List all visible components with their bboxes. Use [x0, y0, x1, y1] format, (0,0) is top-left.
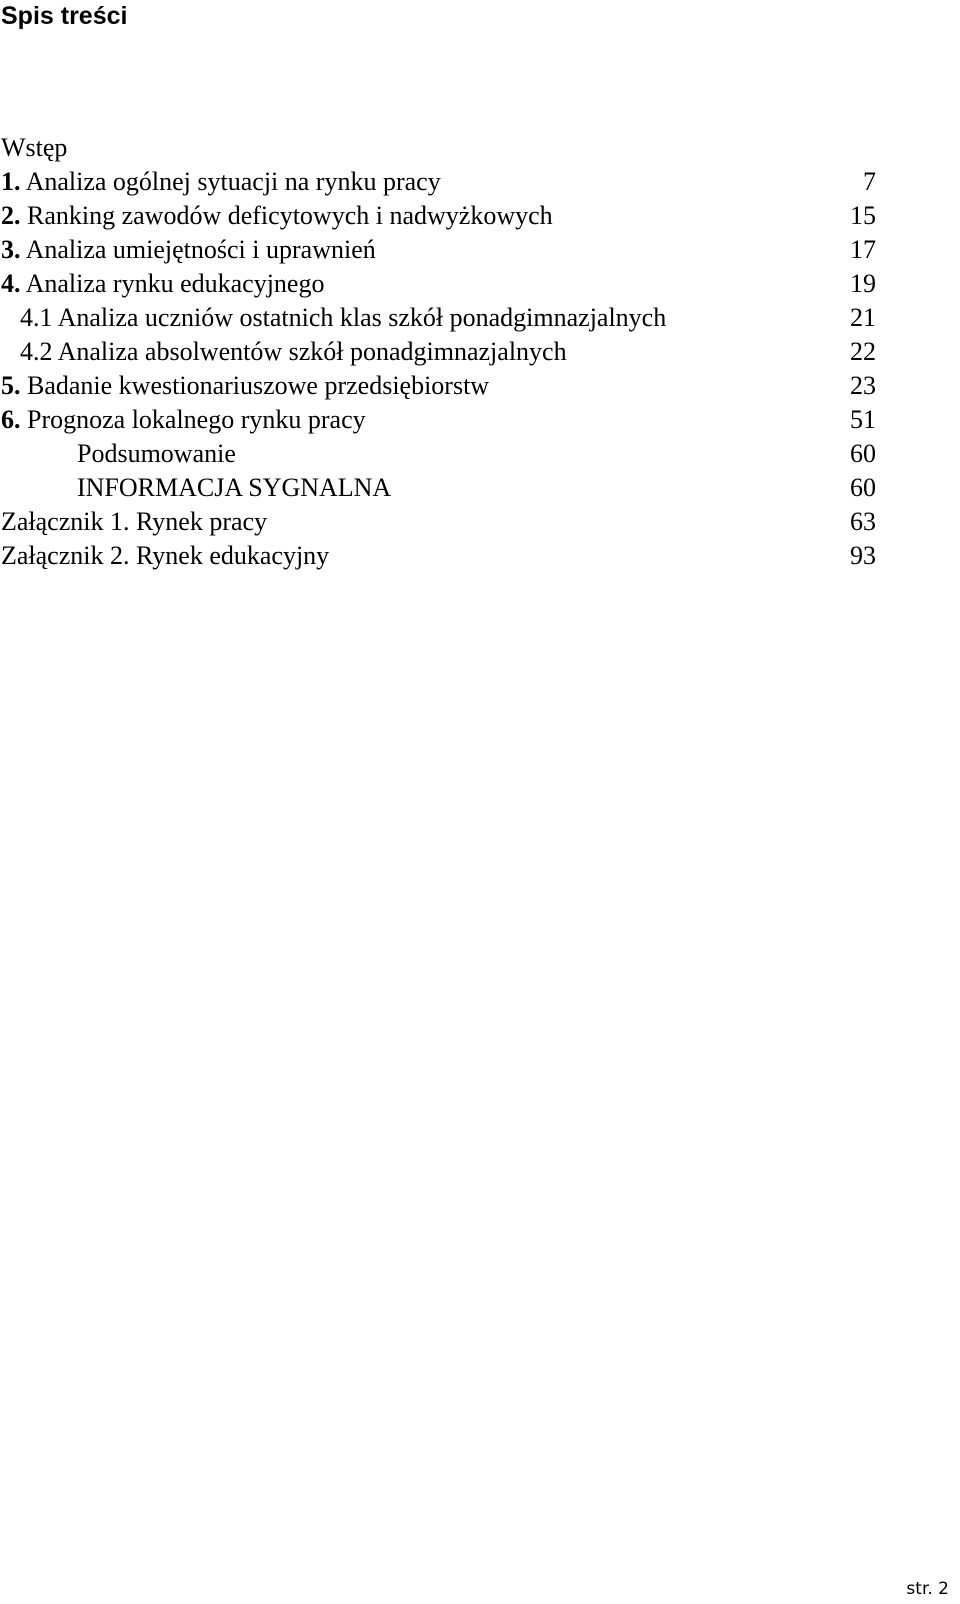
toc-entry-text: Prognoza lokalnego rynku pracy: [20, 405, 366, 434]
toc-entry-label: [1, 199, 553, 233]
toc-entry-number: 5.: [1, 371, 21, 400]
toc-entry-page: 23: [850, 371, 876, 400]
toc-entry-appendix-2[interactable]: [0, 539, 960, 573]
toc-entry-label: [1, 505, 267, 539]
toc-entry-number: 6.: [1, 405, 21, 434]
toc-entry-label: [20, 301, 666, 335]
toc-entry-text: Analiza rynku edukacyjnego: [20, 269, 325, 298]
table-of-contents: [0, 131, 960, 573]
toc-entry-label: [1, 165, 441, 199]
toc-entry-5[interactable]: [0, 369, 960, 403]
toc-entry-text: INFORMACJA SYGNALNA: [77, 473, 392, 502]
toc-entry-page: 7: [863, 167, 876, 196]
toc-entry-1[interactable]: [0, 165, 960, 199]
toc-entry-signal-info[interactable]: [0, 471, 960, 505]
toc-entry-6[interactable]: [0, 403, 960, 437]
toc-entry-4-2[interactable]: [0, 335, 960, 369]
toc-entry-summary[interactable]: [0, 437, 960, 471]
toc-entry-label: [1, 369, 489, 403]
toc-entry-text: Załącznik 2. Rynek edukacyjny: [1, 541, 330, 570]
toc-entry-text: Analiza umiejętności i uprawnień: [20, 235, 376, 264]
toc-entry-text: Badanie kwestionariuszowe przedsiębiorstw: [20, 371, 490, 400]
toc-entry-text: Analiza ogólnej sytuacji na rynku pracy: [20, 167, 441, 196]
toc-entry-label: [1, 233, 376, 267]
toc-entry-label: [1, 131, 67, 165]
toc-entry-label: [1, 539, 329, 573]
toc-entry-page: 93: [850, 541, 876, 570]
toc-entry-number: 2.: [1, 201, 21, 230]
toc-entry-page: 60: [850, 473, 876, 502]
toc-entry-page: 22: [850, 337, 876, 366]
toc-entry-page: 17: [850, 235, 876, 264]
toc-entry-text: Załącznik 1. Rynek pracy: [1, 507, 268, 536]
toc-entry-label: [20, 335, 567, 369]
toc-entry-label: [1, 403, 366, 437]
toc-entry-number: 4.: [1, 269, 21, 298]
toc-entry-text: Wstęp: [1, 133, 68, 162]
page-title: Spis treści: [1, 2, 128, 30]
toc-entry-4-1[interactable]: [0, 301, 960, 335]
toc-entry-4[interactable]: [0, 267, 960, 301]
toc-entry-text: 4.2 Analiza absolwentów szkół ponadgimnazjalnych: [20, 337, 567, 366]
toc-entry-text: 4.1 Analiza uczniów ostatnich klas szkół ponadgimnazjalnych: [20, 303, 667, 332]
page-number-footer: str. 2: [906, 1579, 949, 1599]
toc-entry-text: Podsumowanie: [77, 439, 236, 468]
toc-entry-appendix-1[interactable]: [0, 505, 960, 539]
toc-entry-page: 15: [850, 201, 876, 230]
toc-entry-page: 60: [850, 439, 876, 468]
toc-entry-2[interactable]: [0, 199, 960, 233]
toc-entry-text: Ranking zawodów deficytowych i nadwyżkowych: [20, 201, 553, 230]
toc-entry-intro[interactable]: [0, 131, 960, 165]
toc-entry-page: 19: [850, 269, 876, 298]
toc-entry-number: 3.: [1, 235, 21, 264]
toc-entry-page: 51: [850, 405, 876, 434]
toc-entry-label: [1, 267, 324, 301]
toc-entry-label: [77, 471, 391, 505]
toc-entry-3[interactable]: [0, 233, 960, 267]
toc-entry-page: 21: [850, 303, 876, 332]
toc-entry-page: 63: [850, 507, 876, 536]
toc-entry-number: 1.: [1, 167, 21, 196]
toc-entry-label: [77, 437, 236, 471]
